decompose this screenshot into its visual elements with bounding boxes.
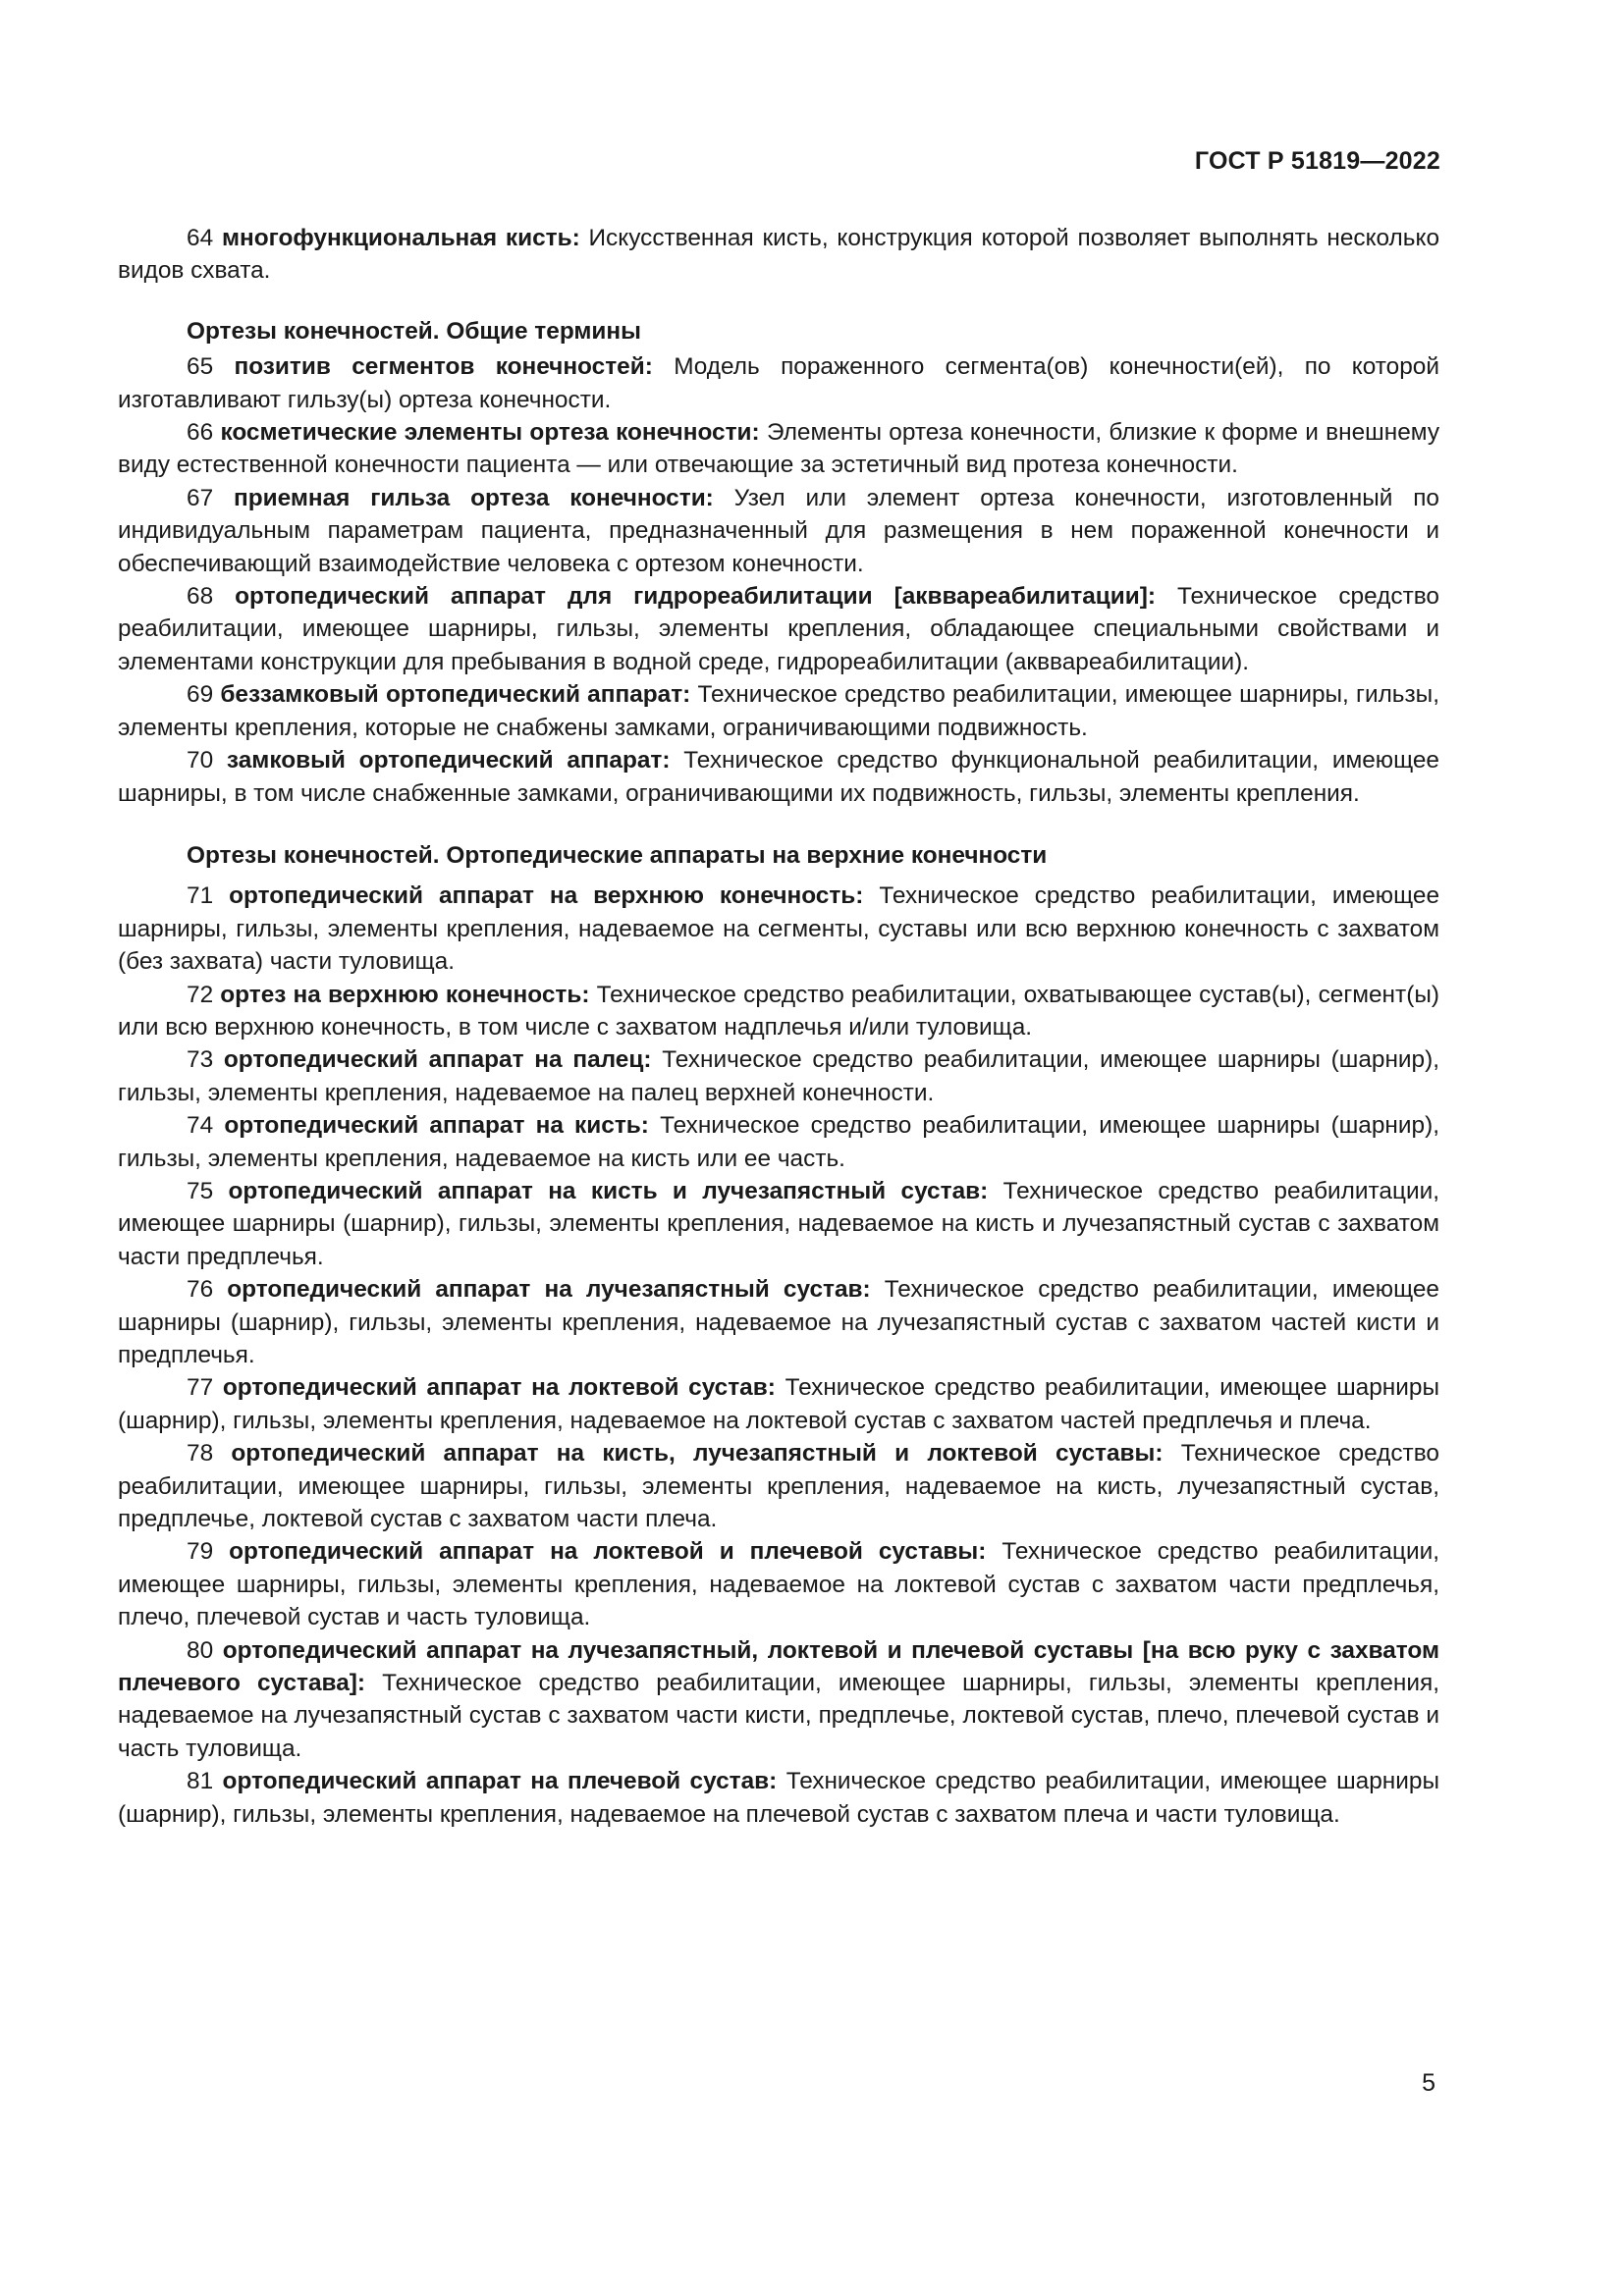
term-name: позитив сегментов конечностей: bbox=[234, 353, 653, 381]
term-number: 69 bbox=[187, 681, 214, 709]
term-number: 81 bbox=[187, 1768, 214, 1795]
term-name: приемная гильза ортеза конечности: bbox=[233, 484, 714, 511]
term-name: ортопедический аппарат на лучезапястный сустав: bbox=[227, 1276, 871, 1304]
section-heading-upper-limb-orthoses: Ортезы конечностей. Ортопедические аппараты на верхние конечности bbox=[187, 841, 1048, 869]
page-number: 5 bbox=[1422, 2069, 1435, 2097]
term-number: 74 bbox=[187, 1112, 214, 1140]
term-definition: Техническое средство реабилитации, имеющее шарниры, гильзы, элементы крепления, которые не снабжены замками, ограничивающими подвижность. bbox=[118, 681, 1439, 741]
term-name: замковый ортопедический аппарат: bbox=[226, 747, 671, 774]
term-name: ортопедический аппарат на локтевой сустав: bbox=[222, 1374, 776, 1402]
term-name: ортопедический аппарат на кисть и лучезапястный сустав: bbox=[228, 1177, 989, 1204]
term-entry-76 bbox=[118, 1273, 1439, 1371]
term-name: ортопедический аппарат на кисть: bbox=[224, 1112, 649, 1140]
term-definition: Техническое средство функциональной реабилитации, имеющее шарниры, в том числе снабженные замками, ограничивающими их подвижность, гильзы, элементы крепления. bbox=[118, 747, 1440, 807]
term-definition: Техническое средство реабилитации, имеющее шарниры (шарнир), гильзы, элементы крепления, надеваемое на палец верхней конечности. bbox=[118, 1046, 1440, 1106]
term-number: 64 bbox=[187, 225, 214, 251]
term-entry-74 bbox=[118, 1109, 1439, 1175]
term-definition: Техническое средство реабилитации, имеющее шарниры (шарнир), гильзы, элементы крепления, надеваемое на кисть или ее часть. bbox=[118, 1112, 1439, 1172]
term-number: 73 bbox=[187, 1046, 214, 1074]
term-definition: Элементы ортеза конечности, близкие к форме и внешнему виду естественной конечности пациента — или отвечающие за эстетичный вид протеза конечности. bbox=[118, 419, 1440, 479]
term-entry-69 bbox=[118, 678, 1439, 744]
term-number: 71 bbox=[187, 882, 214, 910]
term-entry-70 bbox=[118, 744, 1439, 810]
term-definition: Техническое средство реабилитации, имеющее шарниры, гильзы, элементы крепления, надеваемое на сегменты, суставы или всю верхнюю конечность с захватом (без захвата) части туловища. bbox=[118, 882, 1440, 976]
term-definition: Техническое средство реабилитации, имеющее шарниры, гильзы, элементы крепления, надеваемое на кисть, лучезапястный сустав, предплечье, локтевой сустав с захватом части плеча. bbox=[118, 1440, 1439, 1533]
term-name: ортез на верхнюю конечность: bbox=[220, 981, 590, 1008]
term-definition: Техническое средство реабилитации, имеющее шарниры, гильзы, элементы крепления, надеваемое на лучезапястный сустав с захватом части кисти, предплечье, локтевой сустав, плечо, плечевой сустав и часть туловища. bbox=[118, 1670, 1439, 1762]
term-number: 67 bbox=[187, 484, 214, 511]
term-number: 65 bbox=[187, 353, 214, 381]
term-entry-77 bbox=[118, 1371, 1439, 1437]
term-definition: Техническое средство реабилитации, имеющее шарниры, гильзы, элементы крепления, надеваемое на локтевой сустав с захватом части предплечья, плечо, плечевой сустав и часть туловища. bbox=[118, 1538, 1439, 1631]
term-definition: Техническое средство реабилитации, имеющее шарниры (шарнир), гильзы, элементы крепления, надеваемое на плечевой сустав с захватом плеча и части туловища. bbox=[118, 1768, 1439, 1828]
term-definition: Модель пораженного сегмента(ов) конечности(ей), по которой изготавливают гильзу(ы) ортеза конечности. bbox=[118, 353, 1439, 413]
term-entry-75 bbox=[118, 1175, 1439, 1273]
document-id: ГОСТ Р 51819—2022 bbox=[1194, 147, 1440, 175]
term-name: ортопедический аппарат на верхнюю конечность: bbox=[229, 882, 864, 910]
term-name: ортопедический аппарат для гидрореабилитации [акввареабилитации]: bbox=[235, 583, 1157, 611]
term-definition: Техническое средство реабилитации, имеющее шарниры (шарнир), гильзы, элементы крепления, надеваемое на локтевой сустав с захватом частей предплечья и плеча. bbox=[118, 1374, 1439, 1434]
term-entry-72 bbox=[118, 979, 1439, 1044]
term-definition: Искусственная кисть, конструкция которой позволяет выполнять несколько видов схвата. bbox=[118, 225, 1440, 285]
term-definition: Техническое средство реабилитации, охватывающее сустав(ы), сегмент(ы) или всю верхнюю конечность, в том числе с захватом надплечья и/или туловища. bbox=[118, 981, 1439, 1041]
general-terms-list bbox=[118, 350, 1439, 810]
term-number: 79 bbox=[187, 1538, 214, 1566]
term-entry-64 bbox=[118, 222, 1439, 288]
term-number: 66 bbox=[187, 419, 214, 447]
term-number: 76 bbox=[187, 1276, 214, 1304]
section-heading-general-terms: Ортезы конечностей. Общие термины bbox=[187, 317, 641, 345]
term-number: 68 bbox=[187, 583, 214, 611]
term-name: многофункциональная кисть: bbox=[221, 225, 580, 251]
term-entry-79 bbox=[118, 1535, 1439, 1633]
term-number: 72 bbox=[187, 981, 214, 1008]
page-body bbox=[118, 222, 1439, 1831]
term-number: 77 bbox=[187, 1374, 214, 1402]
term-number: 75 bbox=[187, 1177, 214, 1204]
term-number: 70 bbox=[187, 747, 214, 774]
term-name: ортопедический аппарат на лучезапястный, локтевой и плечевой суставы [на всю руку с захватом плечевого сустава]: bbox=[118, 1636, 1440, 1697]
term-name: ортопедический аппарат на палец: bbox=[223, 1046, 652, 1074]
upper-limb-terms-list bbox=[118, 880, 1439, 1831]
term-number: 78 bbox=[187, 1440, 214, 1468]
term-entry-78 bbox=[118, 1437, 1439, 1535]
term-entry-81 bbox=[118, 1765, 1439, 1831]
term-entry-68 bbox=[118, 580, 1439, 678]
term-definition: Техническое средство реабилитации, имеющее шарниры (шарнир), гильзы, элементы крепления, надеваемое на кисть и лучезапястный сустав с захватом части предплечья. bbox=[118, 1177, 1439, 1270]
term-definition: Узел или элемент ортеза конечности, изготовленный по индивидуальным параметрам пациента, предназначенный для размещения в нем пораженной конечности и обеспечивающий взаимодействие человека с ортезом конечности. bbox=[118, 484, 1439, 577]
term-entry-67 bbox=[118, 482, 1439, 580]
term-name: ортопедический аппарат на локтевой и плечевой суставы: bbox=[229, 1538, 987, 1566]
term-entry-65 bbox=[118, 350, 1439, 416]
term-definition: Техническое средство реабилитации, имеющее шарниры, гильзы, элементы крепления, обладающее специальными свойствами и элементами конструкции для пребывания в водной среде, гидрореабилитации (акввареабилитации). bbox=[118, 583, 1440, 675]
term-name: беззамковый ортопедический аппарат: bbox=[220, 681, 691, 709]
term-definition: Техническое средство реабилитации, имеющее шарниры (шарнир), гильзы, элементы крепления, надеваемое на лучезапястный сустав с захватом частей кисти и предплечья. bbox=[118, 1276, 1439, 1368]
term-name: ортопедический аппарат на плечевой сустав: bbox=[222, 1768, 778, 1795]
term-entry-80 bbox=[118, 1634, 1439, 1766]
term-number: 80 bbox=[187, 1636, 214, 1664]
term-name: косметические элементы ортеза конечности: bbox=[220, 419, 760, 447]
term-entry-71 bbox=[118, 880, 1439, 978]
term-name: ортопедический аппарат на кисть, лучезапястный и локтевой суставы: bbox=[231, 1440, 1164, 1468]
term-entry-66 bbox=[118, 416, 1439, 482]
term-entry-73 bbox=[118, 1043, 1439, 1109]
